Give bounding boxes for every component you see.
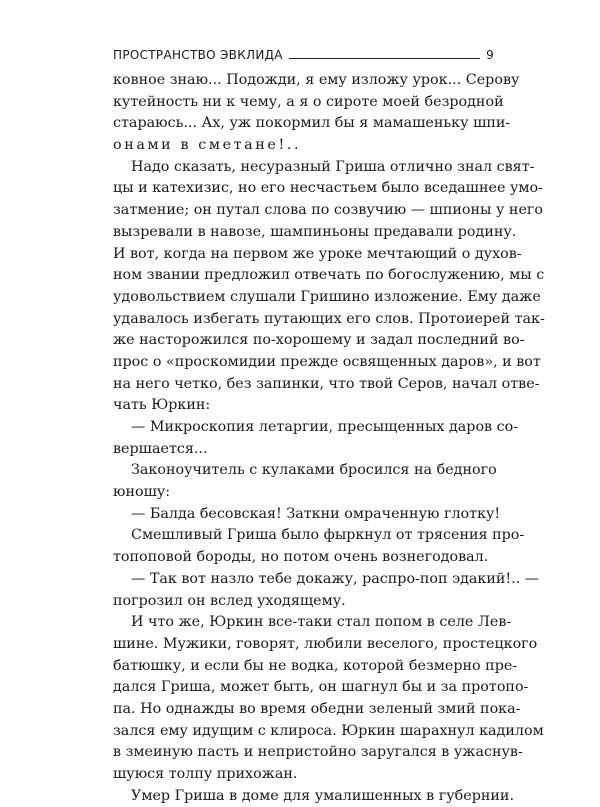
text-line: зался ему идущим с клироса. Юркин шарахнул кадилом [113,722,544,739]
text-line: шуюся толпу прихожан. [113,766,298,782]
text-line: удовольствием слушали Гришино изложение. Ему даже [113,288,541,305]
text-line: онами в сметане!.. [113,137,302,154]
text-line: юношу: [113,484,171,501]
text-line: на него четко, без запинки, что твой Серов, начал отве- [113,375,540,392]
text-line: топоповой бороды, но потом очень вознегодовал. [113,549,489,566]
text-line: — Так вот назло тебе докажу, распро-поп эдакий!.. — [131,570,540,587]
text-line: чать Юркин: [113,397,211,414]
header-rule [289,58,480,59]
text-line: в змеиную пасть и непристойно заругался в ужаснув- [113,744,523,761]
running-header [113,44,494,62]
text-line: ном звании предложил отвечать по богослужению, мы с [113,267,545,284]
text-line: затмение; он путал слова по созвучию — шпионы у него [113,202,544,219]
text-line: — Балда бесовская! Заткни омраченную глотку! [131,505,501,522]
text-line: цы и катехизис, но его несчастьем было вседашнее умо- [113,180,543,197]
text-line: И что же, Юркин все-таки стал попом в селе Лев- [131,614,512,631]
text-line: кутейность ни к чему, а я о сироте моей безродной [113,93,504,110]
running-title: ПРОСТРАНСТВО ЭВКЛИДА [113,48,283,62]
text-line: ковное знаю... Подожди, я ему изложу урок... Серову [113,72,520,88]
text-line: вершается... [113,440,208,457]
page-number: 9 [486,48,494,62]
text-line: же насторожился по-хорошему и задал последний во- [113,332,525,349]
body-text [113,70,545,807]
text-line: Законоучитель с кулаками бросился на бедного [131,462,497,479]
text-line: па. Но однажды во время обедни зеленый змий пока- [113,700,521,717]
text-line: Надо сказать, несуразный Гриша отлично знал свят- [131,158,535,175]
text-line: — Микроскопия летаргии, пресыщенных даров со- [131,419,519,435]
text-line: Умер Гриша в доме для умалишенных в губернии. [131,787,515,804]
text-line: стараюсь... Ах, уж покормил бы я мамашеньку шпи- [113,115,511,132]
text-line: И вот, когда на первом же уроке мечтающий о духов- [113,245,522,262]
text-line: погрозил он вслед уходящему. [113,592,346,609]
text-line: вызревали в навозе, шампиньоны предавали родину. [113,223,517,240]
text-line: дался Гриша, может быть, он шагнул бы и за протопо- [113,679,529,696]
text-line: удавалось избегать путающих его слов. Протоиерей так- [113,310,545,327]
text-line: шине. Мужики, говорят, любили веселого, простецкого [113,635,538,652]
text-line: Смешливый Гриша было фыркнул от трясения про- [131,527,525,544]
text-line: прос о «проскомидии прежде освященных даров», и вот [113,353,541,370]
text-line: батюшку, и если бы не водка, которой безмерно пре- [113,657,518,674]
